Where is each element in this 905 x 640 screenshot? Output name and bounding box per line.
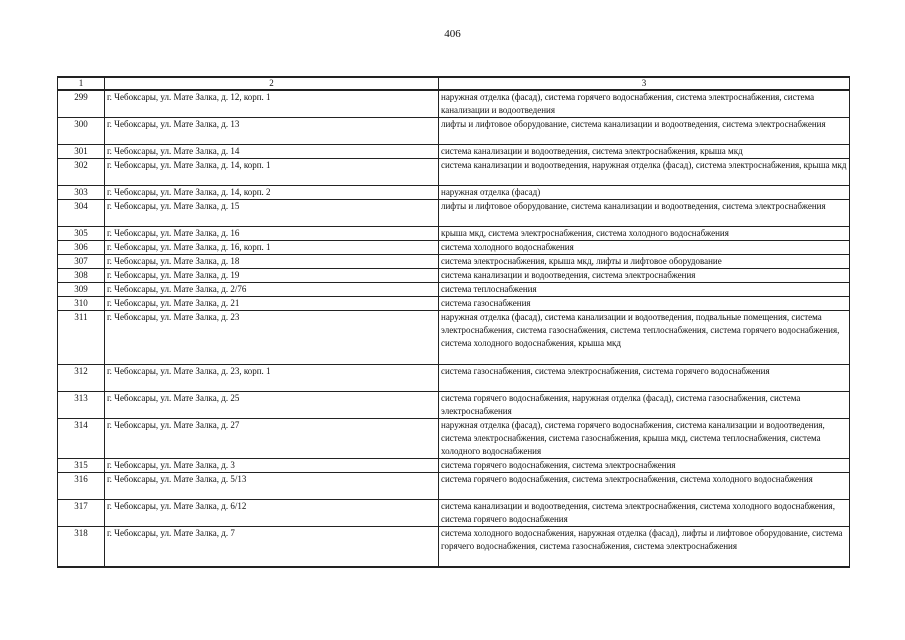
table-row bbox=[58, 241, 850, 255]
row-address: г. Чебоксары, ул. Мате Залка, д. 14 bbox=[105, 145, 439, 159]
row-number: 309 bbox=[58, 283, 105, 297]
row-systems: система горячего водоснабжения, наружная отделка (фасад), система газоснабжения, система электроснабжения bbox=[439, 392, 850, 419]
row-address: г. Чебоксары, ул. Мате Залка, д. 13 bbox=[105, 118, 439, 145]
column-header-systems: 3 bbox=[439, 77, 850, 90]
row-address: г. Чебоксары, ул. Мате Залка, д. 19 bbox=[105, 269, 439, 283]
row-systems: система электроснабжения, крыша мкд, лифты и лифтовое оборудование bbox=[439, 255, 850, 269]
table-row bbox=[58, 473, 850, 500]
buildings-table bbox=[57, 76, 850, 568]
table-row bbox=[58, 459, 850, 473]
row-number: 317 bbox=[58, 500, 105, 527]
page-number: 406 bbox=[444, 28, 461, 40]
row-systems: лифты и лифтовое оборудование, система канализации и водоотведения, система электроснабжения bbox=[439, 118, 850, 145]
row-number: 299 bbox=[58, 90, 105, 118]
row-number: 314 bbox=[58, 419, 105, 459]
row-address: г. Чебоксары, ул. Мате Залка, д. 6/12 bbox=[105, 500, 439, 527]
row-systems: система холодного водоснабжения bbox=[439, 241, 850, 255]
table-row bbox=[58, 269, 850, 283]
row-number: 305 bbox=[58, 227, 105, 241]
row-number: 318 bbox=[58, 527, 105, 567]
row-address: г. Чебоксары, ул. Мате Залка, д. 14, корп. 2 bbox=[105, 186, 439, 200]
row-systems: наружная отделка (фасад), система горячего водоснабжения, система канализации и водоотведения, система электроснабжения, система газоснабжения, крыша мкд, система теплоснабжения, система холодного водоснабжения bbox=[439, 419, 850, 459]
row-address: г. Чебоксары, ул. Мате Залка, д. 15 bbox=[105, 200, 439, 227]
row-number: 301 bbox=[58, 145, 105, 159]
table-row bbox=[58, 297, 850, 311]
row-systems: наружная отделка (фасад), система канализации и водоотведения, подвальные помещения, система электроснабжения, система газоснабжения, система теплоснабжения, система горячего водоснабжения, система холодного водоснабжения, крыша мкд bbox=[439, 311, 850, 365]
row-address: г. Чебоксары, ул. Мате Залка, д. 5/13 bbox=[105, 473, 439, 500]
row-address: г. Чебоксары, ул. Мате Залка, д. 18 bbox=[105, 255, 439, 269]
table-row bbox=[58, 90, 850, 118]
row-address: г. Чебоксары, ул. Мате Залка, д. 16, корп. 1 bbox=[105, 241, 439, 255]
row-number: 306 bbox=[58, 241, 105, 255]
row-address: г. Чебоксары, ул. Мате Залка, д. 27 bbox=[105, 419, 439, 459]
row-number: 316 bbox=[58, 473, 105, 500]
row-systems: система канализации и водоотведения, система электроснабжения, система холодного водоснабжения, система горячего водоснабжения bbox=[439, 500, 850, 527]
row-systems: система горячего водоснабжения, система электроснабжения, система холодного водоснабжения bbox=[439, 473, 850, 500]
row-systems: система холодного водоснабжения, наружная отделка (фасад), лифты и лифтовое оборудование, система горячего водоснабжения, система газоснабжения, система электроснабжения bbox=[439, 527, 850, 567]
table-row bbox=[58, 227, 850, 241]
row-number: 311 bbox=[58, 311, 105, 365]
table-row bbox=[58, 500, 850, 527]
row-address: г. Чебоксары, ул. Мате Залка, д. 12, корп. 1 bbox=[105, 90, 439, 118]
row-address: г. Чебоксары, ул. Мате Залка, д. 2/76 bbox=[105, 283, 439, 297]
row-address: г. Чебоксары, ул. Мате Залка, д. 3 bbox=[105, 459, 439, 473]
row-address: г. Чебоксары, ул. Мате Залка, д. 23, корп. 1 bbox=[105, 365, 439, 392]
row-systems: наружная отделка (фасад) bbox=[439, 186, 850, 200]
row-systems: система горячего водоснабжения, система электроснабжения bbox=[439, 459, 850, 473]
table-row bbox=[58, 283, 850, 297]
row-number: 312 bbox=[58, 365, 105, 392]
column-header-number: 1 bbox=[58, 77, 105, 90]
row-number: 307 bbox=[58, 255, 105, 269]
table-row bbox=[58, 392, 850, 419]
row-systems: система теплоснабжения bbox=[439, 283, 850, 297]
row-systems: система канализации и водоотведения, система электроснабжения, крыша мкд bbox=[439, 145, 850, 159]
row-systems: система газоснабжения bbox=[439, 297, 850, 311]
table-header-row bbox=[58, 77, 850, 90]
row-systems: наружная отделка (фасад), система горячего водоснабжения, система электроснабжения, система канализации и водоотведения bbox=[439, 90, 850, 118]
table-row bbox=[58, 118, 850, 145]
row-number: 303 bbox=[58, 186, 105, 200]
row-systems: система газоснабжения, система электроснабжения, система горячего водоснабжения bbox=[439, 365, 850, 392]
row-number: 302 bbox=[58, 159, 105, 186]
table-row bbox=[58, 419, 850, 459]
row-address: г. Чебоксары, ул. Мате Залка, д. 21 bbox=[105, 297, 439, 311]
table-row bbox=[58, 365, 850, 392]
row-address: г. Чебоксары, ул. Мате Залка, д. 7 bbox=[105, 527, 439, 567]
table-row bbox=[58, 255, 850, 269]
row-systems: система канализации и водоотведения, наружная отделка (фасад), система электроснабжения, крыша мкд bbox=[439, 159, 850, 186]
row-systems: система канализации и водоотведения, система электроснабжения bbox=[439, 269, 850, 283]
row-number: 304 bbox=[58, 200, 105, 227]
table-row bbox=[58, 200, 850, 227]
row-systems: крыша мкд, система электроснабжения, система холодного водоснабжения bbox=[439, 227, 850, 241]
table-row bbox=[58, 145, 850, 159]
row-number: 313 bbox=[58, 392, 105, 419]
row-number: 308 bbox=[58, 269, 105, 283]
column-header-address: 2 bbox=[105, 77, 439, 90]
row-systems: лифты и лифтовое оборудование, система канализации и водоотведения, система электроснабжения bbox=[439, 200, 850, 227]
row-number: 300 bbox=[58, 118, 105, 145]
table-row bbox=[58, 159, 850, 186]
row-address: г. Чебоксары, ул. Мате Залка, д. 25 bbox=[105, 392, 439, 419]
table-row bbox=[58, 527, 850, 567]
row-address: г. Чебоксары, ул. Мате Залка, д. 16 bbox=[105, 227, 439, 241]
row-address: г. Чебоксары, ул. Мате Залка, д. 14, корп. 1 bbox=[105, 159, 439, 186]
row-number: 315 bbox=[58, 459, 105, 473]
row-address: г. Чебоксары, ул. Мате Залка, д. 23 bbox=[105, 311, 439, 365]
row-number: 310 bbox=[58, 297, 105, 311]
table-row bbox=[58, 311, 850, 365]
table-row bbox=[58, 186, 850, 200]
